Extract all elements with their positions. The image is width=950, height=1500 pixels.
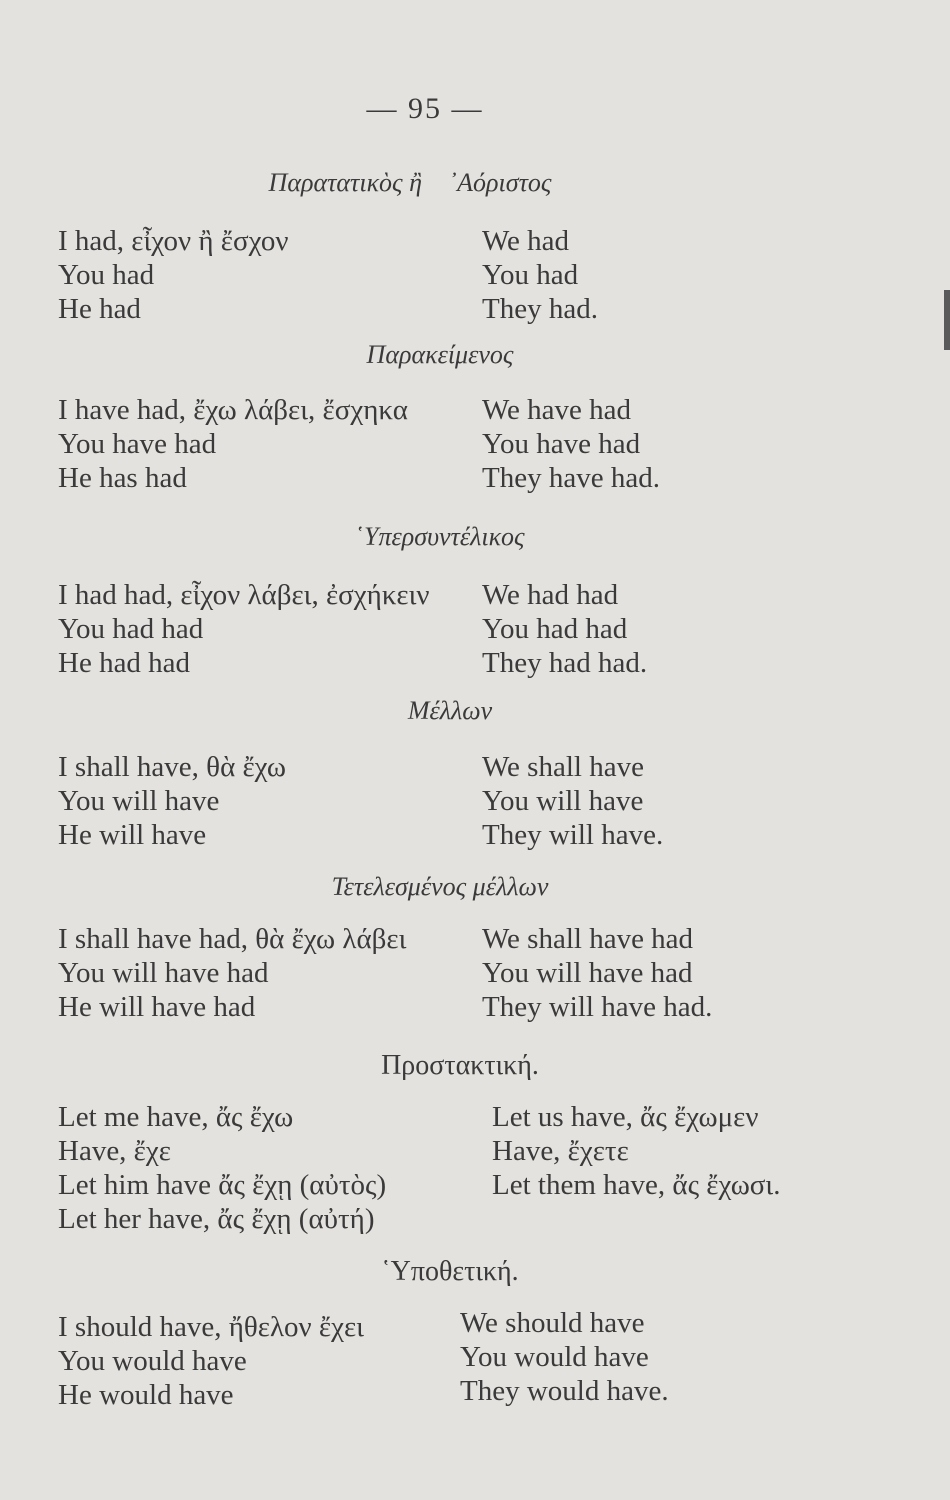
conjugation-line: You have had: [482, 428, 641, 460]
conjugation-line: They have had.: [482, 462, 660, 494]
conjugation-line: You had: [58, 259, 155, 291]
conjugation-line: You had: [482, 259, 579, 291]
conjugation-line: We should have: [460, 1307, 645, 1339]
conjugation-line: You would have: [58, 1345, 247, 1377]
conjugation-line: We have had: [482, 394, 632, 426]
right-column: [460, 1306, 669, 1408]
conjugation-line: They will have had.: [482, 991, 713, 1023]
heading-part: Παρακείμενος: [366, 340, 514, 369]
right-column: [492, 1100, 781, 1202]
left-column: [58, 224, 288, 326]
conjugation-line: He will have had: [58, 991, 256, 1023]
right-column: [482, 393, 660, 495]
left-column: [58, 578, 430, 680]
conjugation-line: He has had: [58, 462, 187, 494]
conjugation-line: I shall have, θὰ ἔχω: [58, 751, 287, 783]
conjugation-line: They had had.: [482, 647, 648, 679]
conjugation-line: They will have.: [482, 819, 664, 851]
right-column: [482, 224, 598, 326]
conjugation-line: Have, ἔχετε: [492, 1135, 629, 1167]
conjugation-line: We had had: [482, 579, 619, 611]
right-column: [482, 578, 647, 680]
conjugation-line: I should have, ἤθελον ἔχει: [58, 1311, 364, 1343]
conjugation-line: You will have had: [482, 957, 693, 989]
conjugation-line: We had: [482, 225, 570, 257]
page-edge-mark: [944, 290, 950, 350]
conjugation-line: You have had: [58, 428, 217, 460]
conjugation-line: He had: [58, 293, 141, 325]
section-heading-future: [40, 696, 860, 726]
conjugation-line: I have had, ἔχω λάβει, ἔσχηκα: [58, 394, 408, 426]
conjugation-line: They would have.: [460, 1375, 669, 1407]
left-column: [58, 1100, 386, 1236]
conjugation-line: I had, εἶχον ἢ ἔσχον: [58, 225, 289, 257]
page-number: — 95 —: [366, 92, 484, 125]
right-column: [482, 750, 663, 852]
left-column: [58, 393, 408, 495]
conjugation-line: You will have had: [58, 957, 269, 989]
conjugation-line: He would have: [58, 1379, 234, 1411]
heading-part: Τετελεσμένος μέλλων: [331, 872, 549, 901]
conjugation-line: Let him have ἄς ἔχῃ (αὐτὸς): [58, 1169, 387, 1201]
section-heading-subjunctive: [40, 1256, 860, 1288]
conjugation-line: You will have: [482, 785, 644, 817]
left-column: [58, 750, 286, 852]
conjugation-line: I had had, εἶχον λάβει, ἐσχήκειν: [58, 579, 430, 611]
section-heading-future-perfect: [30, 872, 850, 902]
conjugation-line: You had had: [58, 613, 204, 645]
conjugation-line: We shall have: [482, 751, 644, 783]
left-column: [58, 922, 406, 1024]
conjugation-line: We shall have had: [482, 923, 694, 955]
conjugation-line: I shall have had, θὰ ἔχω λάβει: [58, 923, 407, 955]
section-heading-perfect: [30, 340, 850, 370]
heading-part: Μέλλων: [407, 696, 493, 725]
heading-part: ῾Υποθετική.: [381, 1256, 519, 1287]
conjugation-line: You had had: [482, 613, 628, 645]
heading-part: ῾Υπερσυντέλικος: [355, 522, 525, 551]
section-heading-pluperfect: [30, 522, 850, 552]
conjugation-line: They had.: [482, 293, 598, 325]
section-heading-imperative: [50, 1050, 870, 1082]
heading-part: ᾿Αόριστος: [448, 168, 552, 197]
conjugation-line: Let us have, ἄς ἔχωμεν: [492, 1101, 759, 1133]
conjugation-line: Let her have, ἄς ἔχῃ (αὐτή): [58, 1203, 375, 1235]
right-column: [482, 922, 712, 1024]
conjugation-line: Let them have, ἄς ἔχωσι.: [492, 1169, 781, 1201]
heading-part: Παρατατικὸς ἢ: [268, 168, 423, 197]
conjugation-line: Have, ἔχε: [58, 1135, 171, 1167]
heading-part: Προστακτική.: [381, 1050, 539, 1081]
conjugation-line: He will have: [58, 819, 207, 851]
conjugation-line: You would have: [460, 1341, 649, 1373]
section-heading-imperfect: [0, 168, 820, 198]
conjugation-line: He had had: [58, 647, 191, 679]
conjugation-line: You will have: [58, 785, 220, 817]
left-column: [58, 1310, 364, 1412]
conjugation-line: Let me have, ἄς ἔχω: [58, 1101, 294, 1133]
